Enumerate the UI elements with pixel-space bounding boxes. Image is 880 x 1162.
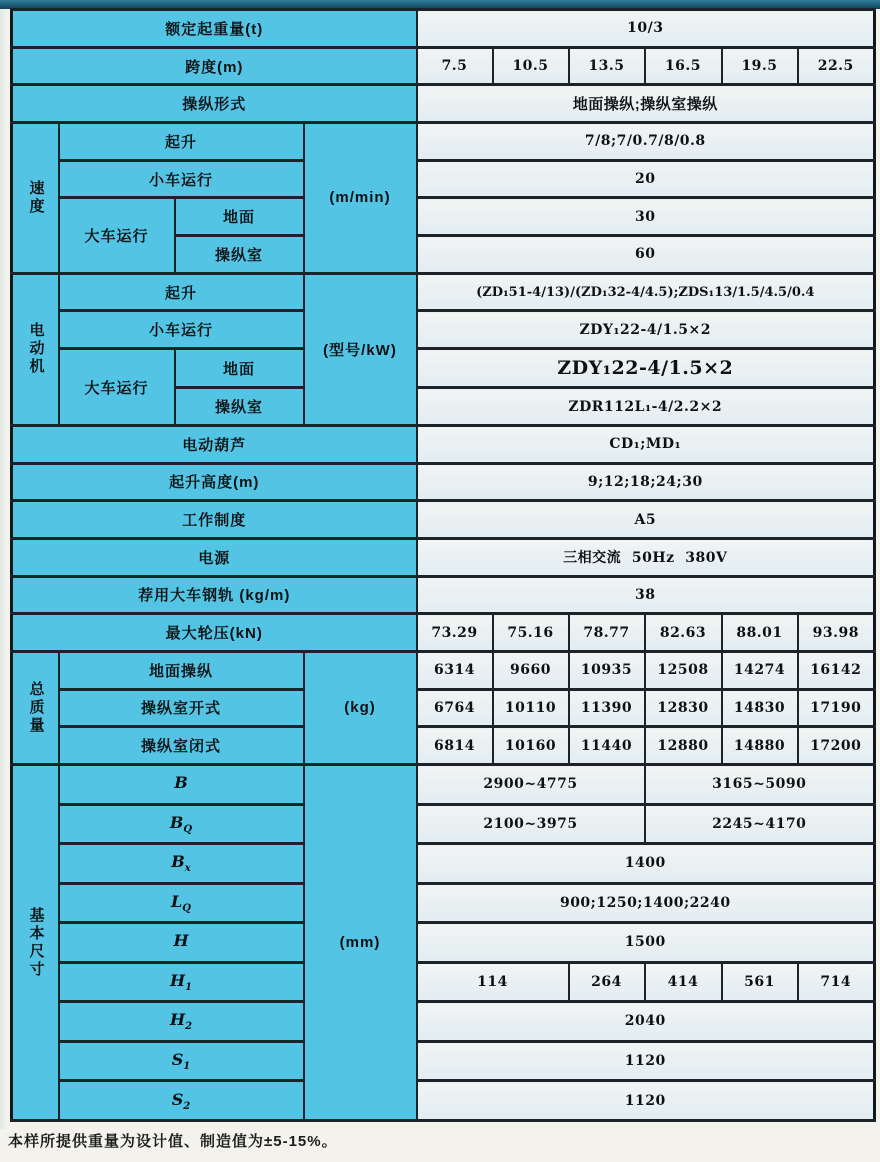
dim-H1-value-4: 714: [798, 962, 875, 1002]
motor-hoisting-label: 起升: [59, 273, 304, 311]
hoist-model-value: CD₁;MD₁: [417, 425, 875, 463]
wheel-load-value-5: 93.98: [798, 614, 875, 652]
span-value-4: 19.5: [722, 47, 798, 85]
dims-group-label: 基本尺寸: [27, 906, 45, 979]
lift-height-label: 起升高度(m): [12, 463, 417, 501]
mass-row-0-label: 地面操纵: [59, 651, 304, 689]
dim-BQ-label: [59, 804, 304, 844]
mass-row-0-value-2: 10935: [569, 651, 645, 689]
speed-unit: (m/min): [304, 123, 417, 274]
mass-row-2-value-5: 17200: [798, 727, 875, 765]
dim-Bx-value: 1400: [417, 844, 875, 884]
control-mode-value: 地面操纵;操纵室操纵: [417, 85, 875, 123]
dim-base: L: [171, 891, 183, 911]
wheel-load-label: 最大轮压(kN): [12, 614, 417, 652]
motor-crane-cab-label: 操纵室: [175, 388, 304, 426]
motor-trolley-value: ZDY₁22-4/1.5×2: [417, 311, 875, 349]
dim-S2-label: [59, 1081, 304, 1121]
span-value-1: 10.5: [493, 47, 569, 85]
duty-class-label: 工作制度: [12, 501, 417, 539]
dim-Bx-label: [59, 844, 304, 884]
dim-sub: 1: [185, 982, 193, 994]
span-label: 跨度(m): [12, 47, 417, 85]
dim-B-value-left: 2900~4775: [417, 765, 645, 805]
dims-unit: (mm): [304, 765, 417, 1121]
speed-group-label: 速度: [27, 179, 45, 216]
dims-group-cell: [12, 765, 59, 1121]
speed-crane-ground-label: 地面: [175, 198, 304, 236]
hoist-model-label: 电动葫芦: [12, 425, 417, 463]
wheel-load-value-0: 73.29: [417, 614, 493, 652]
dim-B-label: [59, 765, 304, 805]
power-supply-label: 电源: [12, 538, 417, 576]
mass-row-2-value-0: 6814: [417, 727, 493, 765]
span-value-5: 22.5: [798, 47, 875, 85]
mass-row-1-value-2: 11390: [569, 689, 645, 727]
mass-row-0-value-3: 12508: [645, 651, 722, 689]
dim-H2-value: 2040: [417, 1002, 875, 1042]
wheel-load-value-3: 82.63: [645, 614, 722, 652]
mass-row-2-label: 操纵室闭式: [59, 727, 304, 765]
duty-class-value: A5: [417, 501, 875, 539]
motor-crane-cab-value: ZDR112L₁-4/2.2×2: [417, 388, 875, 426]
dim-sub: 2: [183, 1100, 191, 1112]
dim-BQ-value-right: 2245~4170: [645, 804, 875, 844]
mass-row-0-value-1: 9660: [493, 651, 569, 689]
motor-crane-ground-label: 地面: [175, 349, 304, 388]
dim-sub: 2: [185, 1021, 193, 1033]
speed-hoisting-label: 起升: [59, 123, 304, 161]
dim-LQ-value: 900;1250;1400;2240: [417, 883, 875, 923]
speed-trolley-value: 20: [417, 160, 875, 198]
mass-row-1-value-3: 12830: [645, 689, 722, 727]
wheel-load-value-2: 78.77: [569, 614, 645, 652]
motor-hoisting-value: (ZD₁51-4/13)/(ZD₁32-4/4.5);ZDS₁13/1.5/4.5/0.4: [417, 273, 875, 311]
dim-sub: x: [184, 863, 191, 875]
mass-row-2-value-4: 14880: [722, 727, 798, 765]
dim-base: H: [169, 970, 186, 990]
mass-row-2-value-1: 10160: [493, 727, 569, 765]
motor-unit: (型号/kW): [304, 273, 417, 425]
mass-row-1-value-1: 10110: [493, 689, 569, 727]
dim-LQ-label: [59, 883, 304, 923]
speed-group-cell: [12, 123, 59, 274]
dim-base: H: [169, 1010, 186, 1030]
scan-left-edge: [0, 9, 7, 1129]
dim-H1-value-3: 561: [722, 962, 798, 1002]
speed-hoisting-value: 7/8;7/0.7/8/0.8: [417, 123, 875, 161]
rated-capacity-label: 额定起重量(t): [12, 10, 417, 48]
dim-base: S: [171, 1049, 184, 1069]
mass-row-1-label: 操纵室开式: [59, 689, 304, 727]
mass-row-1-value-0: 6764: [417, 689, 493, 727]
motor-group-label: 电动机: [27, 322, 45, 377]
dim-sub: 1: [183, 1061, 191, 1073]
power-supply-value: 三相交流 50Hz 380V: [417, 538, 875, 576]
mass-group-label: 总质量: [27, 680, 45, 735]
dim-H1-value-1: 264: [569, 962, 645, 1002]
span-value-3: 16.5: [645, 47, 722, 85]
mass-row-1-value-4: 14830: [722, 689, 798, 727]
dim-H-value: 1500: [417, 923, 875, 963]
motor-crane-ground-value: ZDY₁22-4/1.5×2: [417, 349, 875, 388]
dim-sub: Q: [183, 823, 193, 835]
dim-S2-value: 1120: [417, 1081, 875, 1121]
rated-capacity-value: 10/3: [417, 10, 875, 48]
dim-BQ-value-left: 2100~3975: [417, 804, 645, 844]
dim-base: S: [171, 1089, 184, 1109]
footnote: 本样所提供重量为设计值、制造值为±5-15%。: [8, 1133, 338, 1150]
dim-base: B: [174, 773, 188, 793]
dim-base: B: [171, 852, 185, 872]
mass-row-0-value-0: 6314: [417, 651, 493, 689]
speed-trolley-label: 小车运行: [59, 160, 304, 198]
mass-row-2-value-2: 11440: [569, 727, 645, 765]
wheel-load-value-4: 88.01: [722, 614, 798, 652]
mass-row-0-value-5: 16142: [798, 651, 875, 689]
dim-H1-value-0: 114: [417, 962, 569, 1002]
wheel-load-value-1: 75.16: [493, 614, 569, 652]
dim-H1-value-2: 414: [645, 962, 722, 1002]
span-value-0: 7.5: [417, 47, 493, 85]
span-value-2: 13.5: [569, 47, 645, 85]
dim-S1-label: [59, 1041, 304, 1081]
motor-group-cell: [12, 273, 59, 425]
dim-H1-label: [59, 962, 304, 1002]
speed-crane-cab-label: 操纵室: [175, 236, 304, 274]
motor-crane-label: 大车运行: [59, 349, 175, 426]
lift-height-value: 9;12;18;24;30: [417, 463, 875, 501]
dim-sub: Q: [182, 902, 191, 914]
rail-label: 荐用大车钢轨 (kg/m): [12, 576, 417, 614]
dim-base: H: [173, 931, 189, 951]
mass-row-1-value-5: 17190: [798, 689, 875, 727]
dim-base: B: [169, 812, 184, 832]
dim-B-value-right: 3165~5090: [645, 765, 875, 805]
speed-crane-ground-value: 30: [417, 198, 875, 236]
mass-unit: (kg): [304, 651, 417, 764]
rail-value: 38: [417, 576, 875, 614]
crane-spec-table: [10, 8, 876, 1122]
mass-row-0-value-4: 14274: [722, 651, 798, 689]
motor-trolley-label: 小车运行: [59, 311, 304, 349]
mass-group-cell: [12, 651, 59, 764]
dim-H-label: [59, 923, 304, 963]
dim-H2-label: [59, 1002, 304, 1042]
mass-row-2-value-3: 12880: [645, 727, 722, 765]
control-mode-label: 操纵形式: [12, 85, 417, 123]
dim-S1-value: 1120: [417, 1041, 875, 1081]
speed-crane-label: 大车运行: [59, 198, 175, 273]
speed-crane-cab-value: 60: [417, 236, 875, 274]
